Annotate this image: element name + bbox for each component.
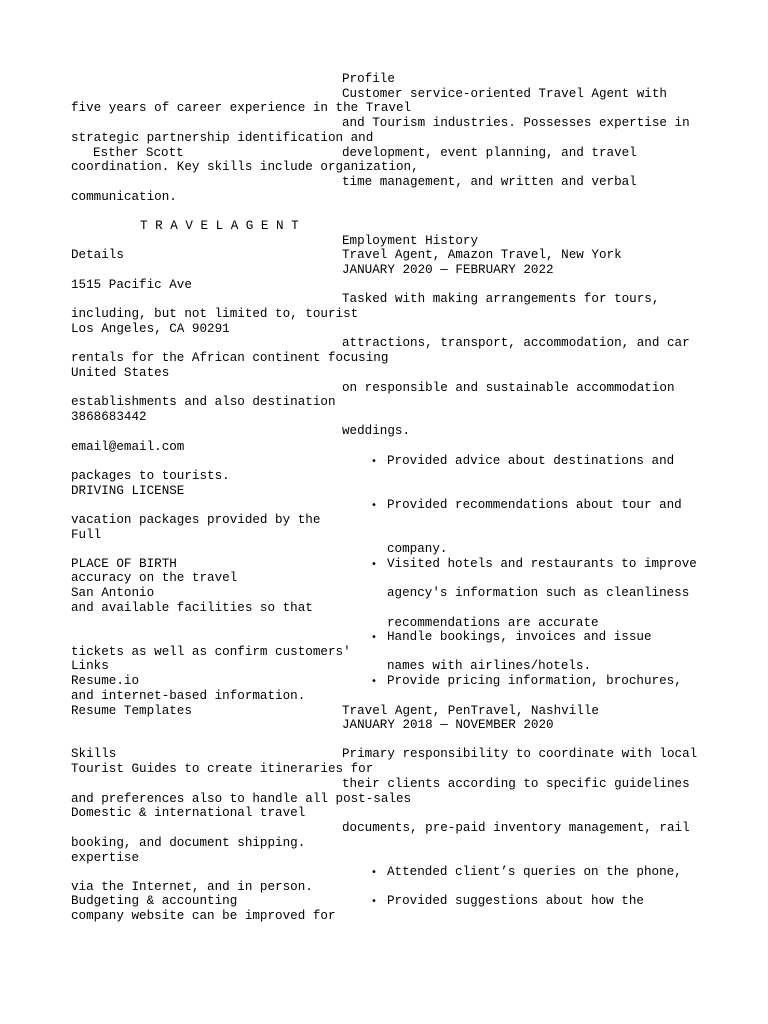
text-line: tickets as well as confirm customers'	[71, 645, 351, 659]
bullet-icon: •	[371, 867, 377, 878]
bullet-icon: •	[371, 632, 377, 643]
text-line: company.	[387, 542, 448, 556]
bullet-text: Handle bookings, invoices and issue	[387, 630, 652, 644]
text-line: five years of career experience in the Travel	[71, 101, 412, 115]
text-line: coordination. Key skills include organization,	[71, 160, 419, 174]
text-line: Tasked with making arrangements for tours,	[342, 292, 660, 306]
details-heading: Details	[71, 248, 124, 262]
text-line: names with airlines/hotels.	[387, 659, 592, 673]
text-line: agency's information such as cleanliness	[387, 586, 690, 600]
text-line: Customer service-oriented Travel Agent with	[342, 87, 667, 101]
bullet-text: Provide pricing information, brochures,	[387, 674, 682, 688]
bullet-icon: •	[371, 896, 377, 907]
skill-item: Domestic & international travel	[71, 806, 306, 820]
bullet-text: Attended client’s queries on the phone,	[387, 865, 682, 879]
text-line: time management, and written and verbal	[342, 175, 637, 189]
text-line: including, but not limited to, tourist	[71, 307, 359, 321]
text-line: and available facilities so that	[71, 601, 313, 615]
bullet-icon: •	[371, 456, 377, 467]
skill-item: Budgeting & accounting	[71, 894, 238, 908]
text-line: establishments and also destination	[71, 395, 336, 409]
address-country: United States	[71, 366, 170, 380]
address-street: 1515 Pacific Ave	[71, 278, 192, 292]
driving-license-value: Full	[71, 528, 102, 542]
bullet-icon: •	[371, 559, 377, 570]
text-line: via the Internet, and in person.	[71, 880, 313, 894]
link-resume-io[interactable]: Resume.io	[71, 674, 140, 688]
skills-heading: Skills	[71, 747, 117, 761]
job-1-dates: JANUARY 2020 — FEBRUARY 2022	[342, 263, 554, 277]
text-line: strategic partnership identification and	[71, 131, 374, 145]
text-line: recommendations are accurate	[387, 616, 599, 630]
bullet-text: Provided advice about destinations and	[387, 454, 675, 468]
job-2-title: Travel Agent, PenTravel, Nashville	[342, 704, 599, 718]
text-line: and Tourism industries. Possesses expertise in	[342, 116, 690, 130]
text-line: weddings.	[342, 424, 411, 438]
text-line: company website can be improved for	[71, 909, 336, 923]
skill-item: expertise	[71, 851, 140, 865]
text-line: documents, pre-paid inventory management, rail	[342, 821, 690, 835]
text-line: booking, and document shipping.	[71, 836, 306, 850]
phone-number: 3868683442	[71, 410, 147, 424]
bullet-text: Provided recommendations about tour and	[387, 498, 682, 512]
text-line: Tourist Guides to create itineraries for	[71, 762, 374, 776]
links-heading: Links	[71, 659, 109, 673]
text-line: attractions, transport, accommodation, and car	[342, 336, 690, 350]
bullet-icon: •	[371, 500, 377, 511]
text-line: rentals for the African continent focusing	[71, 351, 389, 365]
text-line: communication.	[71, 190, 177, 204]
text-line: and preferences also to handle all post-sales	[71, 792, 412, 806]
employment-history-heading: Employment History	[342, 234, 479, 248]
place-of-birth-heading: PLACE OF BIRTH	[71, 557, 177, 571]
place-of-birth-value: San Antonio	[71, 586, 155, 600]
bullet-text: Visited hotels and restaurants to improve	[387, 557, 697, 571]
bullet-icon: •	[371, 676, 377, 687]
job-2-dates: JANUARY 2018 — NOVEMBER 2020	[342, 718, 554, 732]
address-city: Los Angeles, CA 90291	[71, 322, 230, 336]
link-resume-templates[interactable]: Resume Templates	[71, 704, 192, 718]
job-title: T R A V E L A G E N T	[140, 219, 299, 233]
candidate-name: Esther Scott	[93, 146, 184, 160]
text-line: on responsible and sustainable accommodation	[342, 381, 675, 395]
text-line: their clients according to specific guidelines	[342, 777, 690, 791]
text-line: accuracy on the travel	[71, 571, 238, 585]
text-line: packages to tourists.	[71, 469, 230, 483]
text-line: and internet-based information.	[71, 689, 306, 703]
driving-license-heading: DRIVING LICENSE	[71, 484, 185, 498]
text-line: vacation packages provided by the	[71, 513, 321, 527]
email-address: email@email.com	[71, 440, 185, 454]
text-line: development, event planning, and travel	[342, 146, 637, 160]
profile-heading: Profile	[342, 72, 395, 86]
job-1-title: Travel Agent, Amazon Travel, New York	[342, 248, 622, 262]
text-line: Primary responsibility to coordinate with local	[342, 747, 698, 761]
bullet-text: Provided suggestions about how the	[387, 894, 644, 908]
